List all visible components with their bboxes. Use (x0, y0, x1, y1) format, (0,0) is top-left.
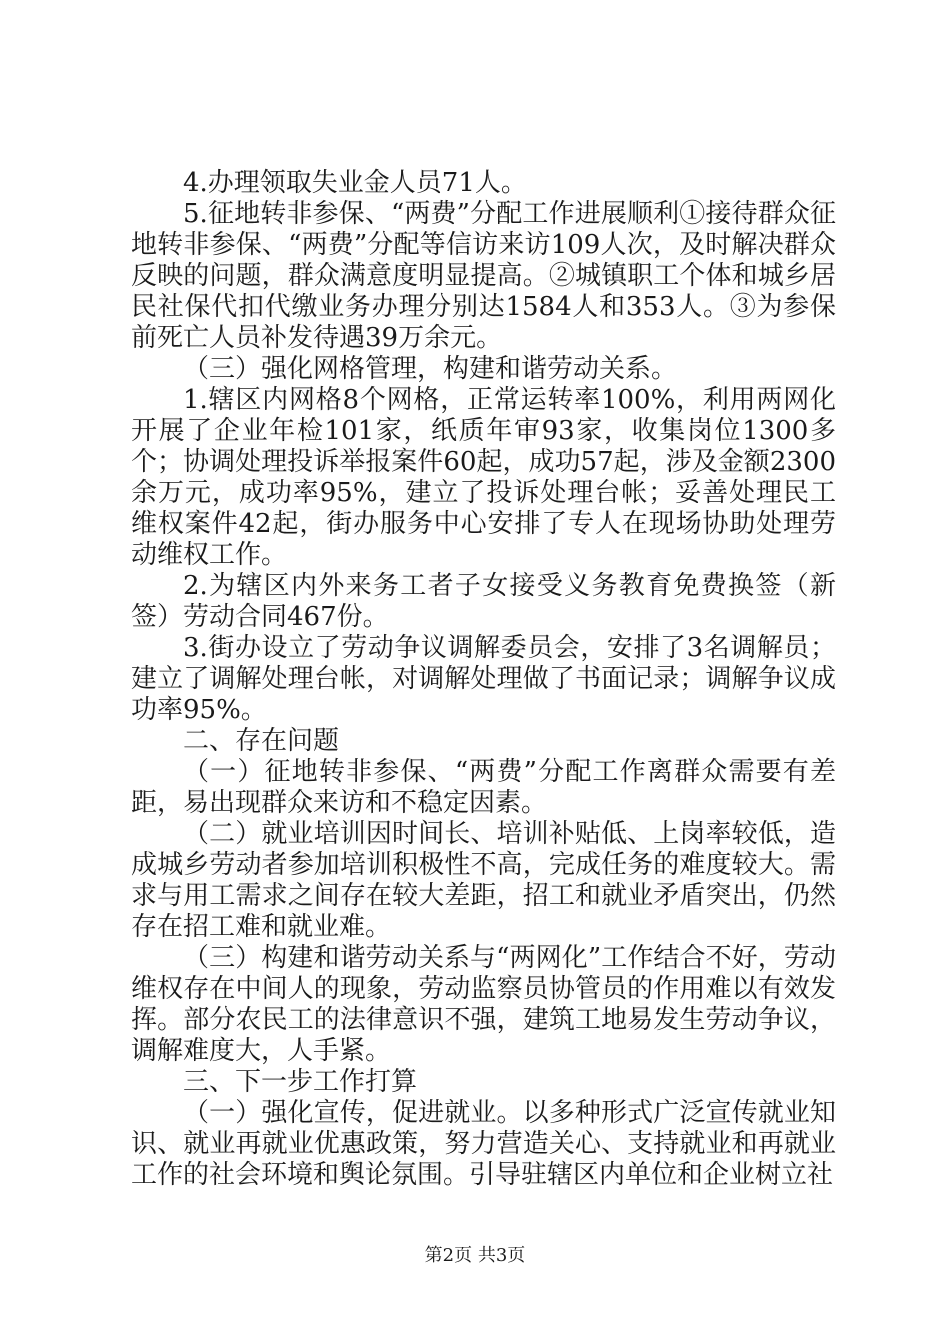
document-body (131, 168, 836, 1191)
page-footer: 第2页 共3页 (424, 1245, 526, 1266)
section-heading-grid-management: （三）强化网格管理，构建和谐劳动关系。 (183, 354, 678, 384)
paragraph-problem-2: （二）就业培训因时间长、培训补贴低、上岗率较低，造成城乡劳动者参加培训积极性不高，完成任务的难度较大。需求与用工需求之间存在较大差距，招工和就业矛盾突出，仍然存在招工难和就业难。 (131, 819, 836, 942)
paragraph-grid-1: 1.辖区内网格8个网格，正常运转率100%，利用两网化开展了企业年检101家，纸质年审93家，收集岗位1300多个；协调处理投诉举报案件60起，成功57起，涉及金额2300余万元，成功率95%，建立了投诉处理台帐；妥善处理民工维权案件42起，街办服务中心安排了专人在现场协助处理劳动维权工作。 (131, 385, 836, 570)
paragraph-item-4: 4.办理领取失业金人员71人。 (183, 168, 527, 198)
paragraph-grid-2: 2.为辖区内外来务工者子女接受义务教育免费换签（新签）劳动合同467份。 (131, 571, 836, 632)
paragraph-problem-3: （三）构建和谐劳动关系与“两网化”工作结合不好，劳动维权存在中间人的现象，劳动监察员协管员的作用难以有效发挥。部分农民工的法律意识不强，建筑工地易发生劳动争议，调解难度大，人手紧。 (131, 943, 836, 1066)
section-heading-next-steps: 三、下一步工作打算 (183, 1067, 418, 1097)
section-heading-problems: 二、存在问题 (183, 726, 340, 756)
paragraph-grid-3: 3.街办设立了劳动争议调解委员会，安排了3名调解员；建立了调解处理台帐，对调解处理做了书面记录；调解争议成功率95%。 (131, 633, 836, 725)
paragraph-next-1: （一）强化宣传，促进就业。以多种形式广泛宣传就业知识、就业再就业优惠政策，努力营造关心、支持就业和再就业工作的社会环境和舆论氛围。引导驻辖区内单位和企业树立社 (131, 1098, 836, 1190)
paragraph-item-5: 5.征地转非参保、“两费”分配工作进展顺利①接待群众征地转非参保、“两费”分配等信访来访109人次，及时解决群众反映的问题，群众满意度明显提高。②城镇职工个体和城乡居民社保代扣代缴业务办理分别达1584人和353人。③为参保前死亡人员补发待遇39万余元。 (131, 199, 836, 353)
paragraph-problem-1: （一）征地转非参保、“两费”分配工作离群众需要有差距，易出现群众来访和不稳定因素。 (131, 757, 836, 818)
